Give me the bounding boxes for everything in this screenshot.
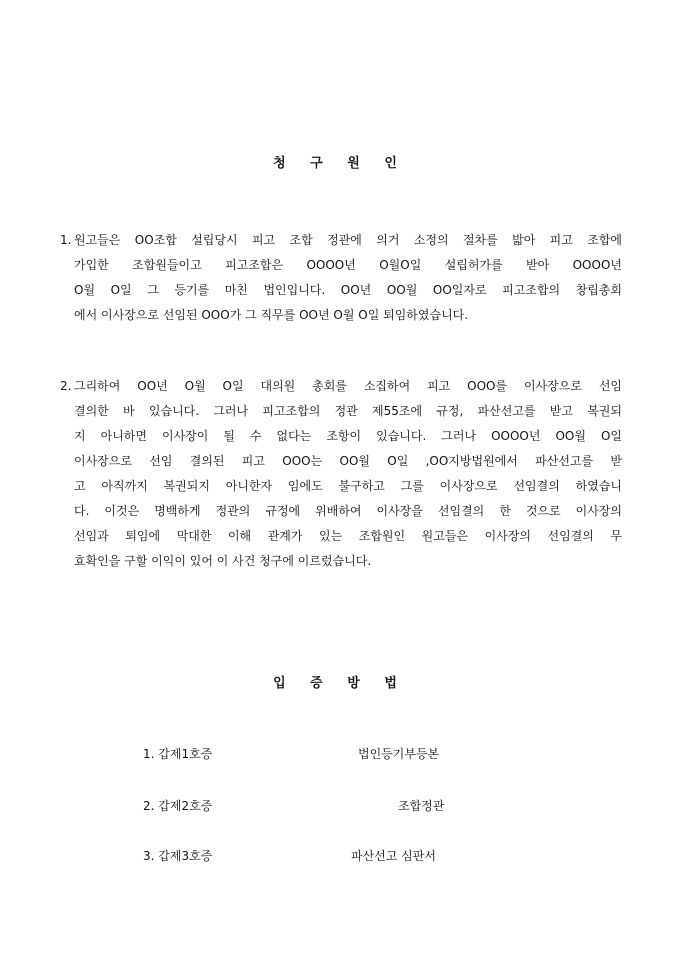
- paragraph-line: 고 아직까지 복권되지 아니한자 임에도 불구하고 그를 이사장으로 선임결의 하였습니: [74, 479, 622, 493]
- claim-paragraph-1: [60, 228, 622, 328]
- paragraph-line: 지 아니하면 이사장이 될 수 없다는 조항이 있습니다. 그러나 OOOO년 OO월 O일: [74, 429, 622, 443]
- paragraph-line: 이사장으로 선임 결의된 피고 OOO는 OO월 O일 ,OO지방법원에서 파산선고를 받: [74, 454, 622, 468]
- paragraph-line: 가입한 조합원들이고 피고조합은 OOOO년 O월O일 설립허가를 받아 OOOO년: [74, 258, 622, 272]
- claim-heading: 청 구 원 인: [273, 156, 407, 171]
- paragraph-number: 1.: [60, 233, 72, 247]
- evidence-document: 파산선고 심판서: [351, 849, 436, 863]
- evidence-heading: 입 증 방 법: [273, 676, 407, 691]
- evidence-document: 조합정관: [398, 799, 445, 813]
- evidence-label: 2. 갑제2호증: [143, 799, 213, 813]
- paragraph-line: 다. 이것은 명백하게 정관의 규정에 위배하여 이사장을 선임결의 한 것으로 이사장의: [74, 504, 622, 518]
- claim-paragraph-2: [60, 374, 622, 574]
- paragraph-line: 결의한 바 있습니다. 그러나 피고조합의 정관 제55조에 규정, 파산선고를 받고 복권되: [74, 404, 622, 418]
- paragraph-line: 에서 이사장으로 선임된 OOO가 그 직무를 OO년 O월 O일 퇴임하였습니다.: [74, 308, 469, 322]
- paragraph-line: 원고들은 OO조합 설립당시 피고 조합 정관에 의거 소정의 절차를 밟아 피고 조합에: [74, 233, 622, 247]
- paragraph-line: 효확인을 구할 이익이 있어 이 사건 청구에 이르렀습니다.: [74, 554, 372, 568]
- paragraph-line: O월 O일 그 등기를 마친 법인입니다. OO년 OO월 OO일자로 피고조합의 창립총회: [74, 283, 622, 297]
- evidence-document: 법인등기부등본: [358, 747, 440, 761]
- paragraph-line: 그리하여 OO년 O월 O일 대의원 총회를 소집하여 피고 OOO를 이사장으로 선임: [74, 379, 622, 393]
- evidence-label: 1. 갑제1호증: [143, 747, 213, 761]
- evidence-label: 3. 갑제3호증: [143, 849, 213, 863]
- paragraph-number: 2.: [60, 379, 72, 393]
- paragraph-line: 선임과 퇴임에 막대한 이해 관계가 있는 조합원인 원고들은 이사장의 선임결의 무: [74, 529, 622, 543]
